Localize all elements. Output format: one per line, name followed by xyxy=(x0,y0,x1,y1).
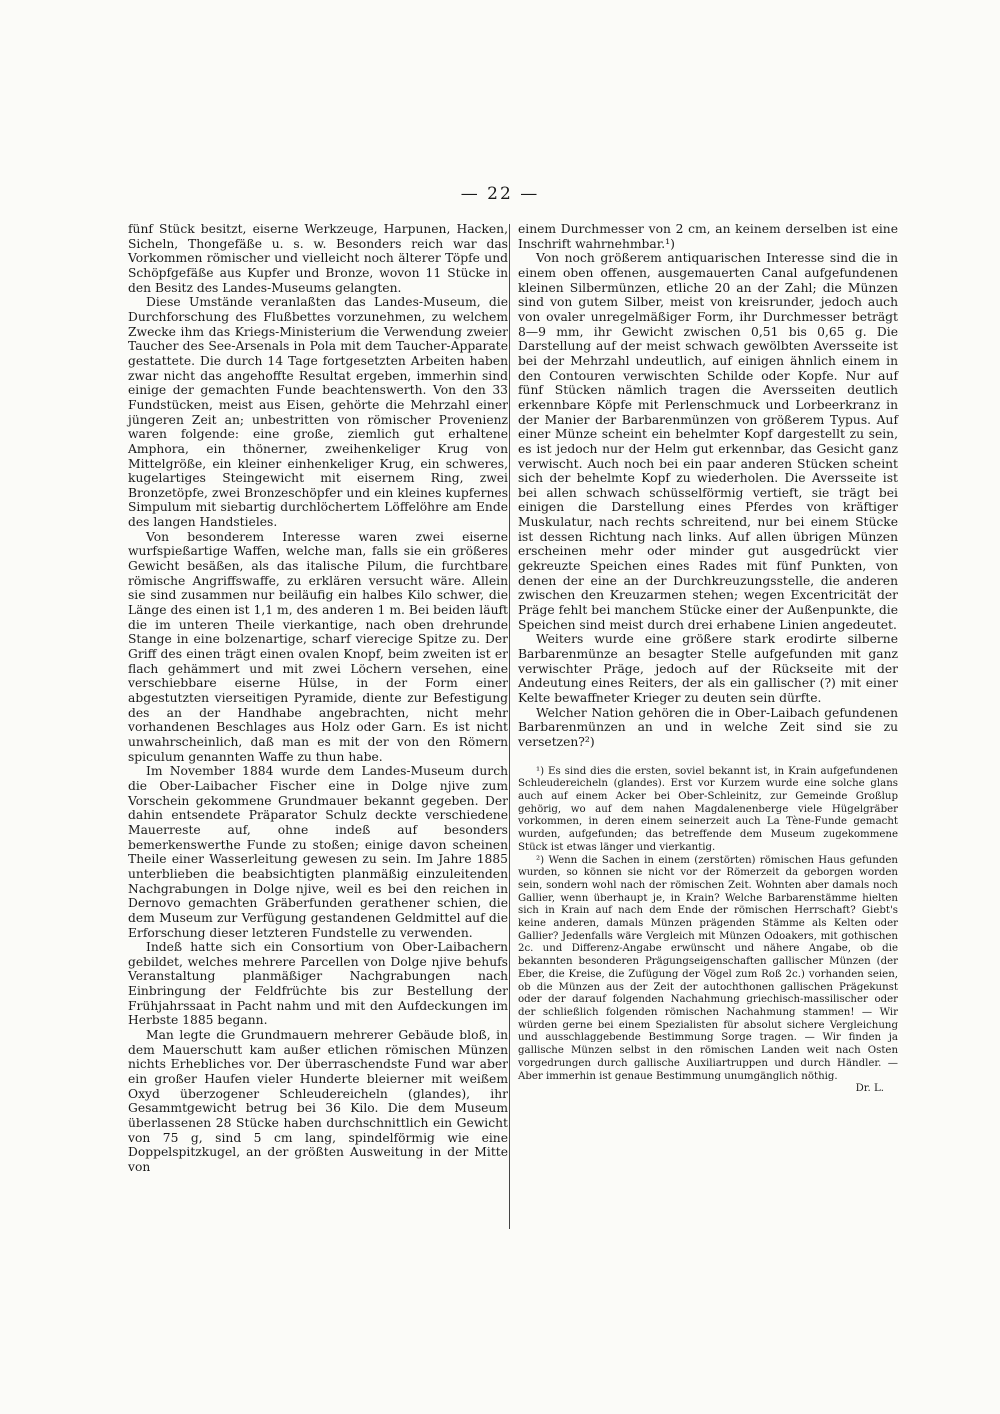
paragraph: Von besonderem Interesse waren zwei eiserne wurfspießartige Waffen, welche man, falls sie ein größeres Gewicht besäßen, als das italische Pilum, die furchtbare römische Angriffswaffe, zu erklären versucht wäre. Allein sie sind zusammen nur beiläufig ein halbes Kilo schwer, die Länge des einen ist 1,1 m, des anderen 1 m. Bei beiden läuft die im unteren Theile vierkantige, nach oben drehrunde Stange in eine bolzenartige, scharf vierecige Spitze zu. Der Griff des einen trägt einen ovalen Knopf, beim zweiten ist er flach gehämmert und mit zwei Löchern versehen, eine verschiebbare eiserne Hülse, in der Form einer abgestutzten vierseitigen Pyramide, diente zur Befestigung des an der Handhabe angebrachten, nicht mehr vorhandenen Beschlages aus Holz oder Garn. Es ist nicht unwahrscheinlich, daß man es mit der von den Römern spiculum genannten Waffe zu thun habe. xyxy=(128,529,508,764)
paragraph: Im November 1884 wurde dem Landes-Museum durch die Ober-Laibacher Fischer eine in Dolge njive zum Vorschein gekommene Grundmauer bekannt gegeben. Der dahin entsendete Präparator Schulz deckte verschiedene Mauerreste auf, ohne indeß auf besonders bemerkenswerthe Funde zu stoßen; einige davon scheinen Theile einer Wasserleitung gewesen zu sein. Im Jahre 1885 unterblieben die beabsichtigten planmäßig einzuleitenden Nachgrabungen in Dolge njive, weil es bei den reichen in Dernovo gemachten Gräberfunden gerathener schien, die dem Museum zur Verfügung gestandenen Geldmittel auf die Erforschung dieser letzteren Fundstelle zu verwenden. xyxy=(128,764,508,940)
paragraph: fünf Stück besitzt, eiserne Werkzeuge, Harpunen, Hacken, Sicheln, Thongefäße u. s. w. Besonders reich war das Vorkommen römischer und vielleicht noch älterer Töpfe und Schöpfgefäße aus Kupfer und Bronze, wovon 11 Stücke in den Besitz des Landes-Museums gelangten. xyxy=(128,222,508,295)
signature: Dr. L. xyxy=(855,1083,884,1095)
footnotes xyxy=(518,766,898,1096)
column-divider xyxy=(509,224,510,1229)
footnote-1: ¹) Es sind dies die ersten, soviel bekannt ist, in Krain aufgefundenen Schleudereicheln (glandes). Erst vor Kurzem wurde eine solche glans auch auf einem Acker bei Ober-Schleinitz, zur Gemeinde Großlup gehörig, wo auf dem nahen Magdalenenberge viele Hügelgräber vorkommen, in deren einem seinerzeit auch La Tène-Funde gemacht wurden, aufgefunden; das betreffende dem Museum zugekommene Stück ist etwas länger und vierkantig. xyxy=(518,765,898,853)
paragraph: Weiters wurde eine größere stark erodirte silberne Barbarenmünze an besagter Stelle aufgefunden mit ganz verwischter Präge, jedoch auf der Rückseite mit der Andeutung eines Reiters, der als ein gallischer (?) mit einer Kelte bewaffneter Krieger zu deuten sein dürfte. xyxy=(518,632,898,705)
paragraph: Von noch größerem antiquarischen Interesse sind die in einem oben offenen, ausgemauerten Canal aufgefundenen kleinen Silbermünzen, etliche 20 an der Zahl; die Münzen sind von gutem Silber, meist von kreisrunder, jedoch auch von ovaler unregelmäßiger Form, ihr Durchmesser beträgt 8—9 mm, ihr Gewicht zwischen 0,51 bis 0,65 g. Die Darstellung auf der meist schwach gewölbten Aversseite ist bei der Mehrzahl undeutlich, auf einigen ähnlich einem in den Contouren verwischten Schilde oder Kopfe. Nur auf fünf Stücken nämlich tragen die Aversseiten deutlich erkennbare Köpfe mit Perlenschmuck und Lorbeerkranz in der Manier der Barbarenmünzen von größerem Typus. Auf einer Münze scheint ein behelmter Kopf dargestellt zu sein, es ist jedoch nur der Helm gut erkennbar, das Gesicht ganz verwischt. Auch noch bei ein paar anderen Stücken scheint sich der behelmte Kopf zu wiederholen. Die Aversseite ist bei allen schwach schüsselförmig vertieft, sie trägt bei einigen die Darstellung eines Pferdes von kräftiger Muskulatur, nach rechts schreitend, nur bei einem Stücke ist dessen Richtung nach links. Auf allen übrigen Münzen erscheinen mehr oder minder gut ausgedrückt vier gekreuzte Speichen eines Rades mit fünf Punkten, von denen der eine an der Durchkreuzungsstelle, die anderen zwischen den Kreuzarmen stehen; wegen Excentricität der Präge fehlt bei manchem Stücke einer der Außenpunkte, die Speichen sind meist durch drei erhabene Linien angedeutet. xyxy=(518,251,898,632)
paragraph: Indeß hatte sich ein Consortium von Ober-Laibachern gebildet, welches mehrere Parcellen von Dolge njive behufs Veranstaltung planmäßiger Nachgrabungen nach Einbringung der Feldfrüchte bis zur Bestellung der Frühjahrssaat in Pacht nahm und mit den Aufdeckungen im Herbste 1885 begann. xyxy=(128,940,508,1028)
paragraph: einem Durchmesser von 2 cm, an keinem derselben ist eine Inschrift wahrnehmbar.¹) xyxy=(518,222,898,251)
footnote-2: ²) Wenn die Sachen in einem (zerstörten) römischen Haus gefunden wurden, so können sie nicht vor der Römerzeit da geborgen worden sein, sondern wohl nach der römischen Zeit. Wohnten aber damals noch Gallier, wenn überhaupt je, in Krain? Welche Barbarenstämme hielten sich in Krain auf nach dem Ende der römischen Herrschaft? Giebt's keine anderen, damals Münzen prägenden Stämme als Kelten oder Gallier? Jedenfalls wäre Vergleich mit Münzen Odoakers, mit gothischen 2c. und Differenz-Angabe erwünscht und nähere Angabe, ob die bekannten besonderen Prägungseigenschaften gallischer Münzen (der Eber, die Kreise, die Zufügung der Vögel zum Roß 2c.) vorhanden seien, ob die Münzen aus der Zeit der autochthonen gallischen Prägekunst oder der darauf folgenden Nachahmung griechisch-massilischer oder der schließlich folgenden römischen Nachahmung stammen! — Wir würden gerne bei einem Spezialisten für absolut sichere Vergleichung und ausschlaggebende Bestimmung Sorge tragen. — Wir finden ja gallische Münzen selbst in den römischen Landen weit nach Osten vorgedrungen durch gallische Auxiliartruppen und durch Händler. — Aber immerhin ist genaue Bestimmung unumgänglich nöthig. xyxy=(518,854,898,1082)
paragraph: Diese Umstände veranlaßten das Landes-Museum, die Durchforschung des Flußbettes vorzunehmen, zu welchem Zwecke ihm das Kriegs-Ministerium die Verwendung zweier Taucher des See-Arsenals in Pola mit dem Taucher-Apparate gestattete. Die durch 14 Tage fortgesetzten Arbeiten haben zwar nicht das angehoffte Resultat ergeben, immerhin sind einige der gemachten Funde beachtenswerth. Von den 33 Fundstücken, meist aus Eisen, gehörte die Mehrzahl einer jüngeren Zeit an; unbestritten von römischer Provenienz waren folgende: eine große, ziemlich gut erhaltene Amphora, ein thönerner, zweihenkeliger Krug von Mittelgröße, ein kleiner einhenkeliger Krug, ein schweres, kugelartiges Steingewicht mit eisernem Ring, zwei Bronzetöpfe, zwei Bronzeschöpfer und ein kleines kupfernes Simpulum mit siebartig durchlöchertem Löffelöhre am Ende des langen Handstieles. xyxy=(128,295,508,530)
right-column xyxy=(518,222,898,1096)
paragraph: Welcher Nation gehören die in Ober-Laibach gefundenen Barbarenmünzen an und in welche Zeit sind sie zu versetzen?²) xyxy=(518,705,898,749)
page-number: — 22 — xyxy=(460,184,540,204)
left-column xyxy=(128,222,508,1175)
paragraph: Man legte die Grundmauern mehrerer Gebäude bloß, in dem Mauerschutt kam außer etlichen römischen Münzen nichts Erhebliches vor. Der überraschendste Fund war aber ein großer Haufen vieler Hunderte bleierner mit weißem Oxyd überzogener Schleudereicheln (glandes), ihr Gesammtgewicht betrug bei 36 Kilo. Die dem Museum überlassenen 28 Stücke haben durchschnittlich ein Gewicht von 75 g, sind 5 cm lang, spindelförmig wie eine Doppelspitzkugel, an der größten Ausweitung in der Mitte von xyxy=(128,1028,508,1174)
